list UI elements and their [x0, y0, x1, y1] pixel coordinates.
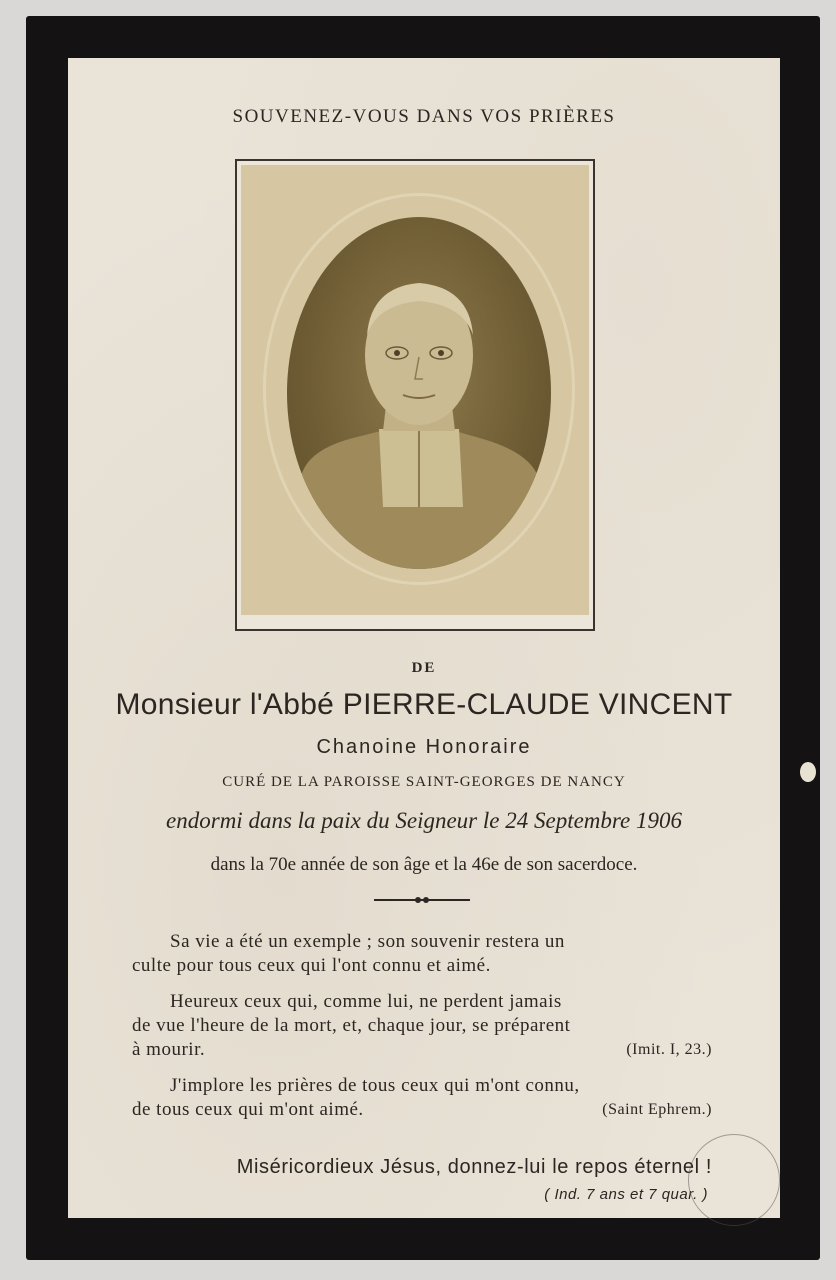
paper-tear — [800, 762, 816, 782]
deceased-name: Monsieur l'Abbé PIERRE-CLAUDE VINCENT — [115, 688, 733, 721]
paragraph-3 — [132, 1074, 712, 1122]
memorial-card — [68, 58, 780, 1218]
portrait-figure — [287, 217, 551, 569]
death-date-line: endormi dans la paix du Seigneur le 24 Septembre 1906 — [166, 808, 682, 833]
closing-prayer: Miséricordieux Jésus, donnez-lui le repos éternel ! — [236, 1156, 712, 1178]
de-label: DE — [411, 660, 437, 676]
portrait-photo — [287, 217, 551, 569]
paragraph-line: J'implore les prières de tous ceux qui m'ont connu, — [170, 1075, 580, 1096]
paragraph-line: culte pour tous ceux qui l'ont connu et aimé. — [132, 955, 491, 976]
citation-imitation: (Imit. I, 23.) — [626, 1041, 712, 1058]
paragraph-line — [132, 1098, 712, 1122]
ink-stamp — [688, 1134, 780, 1226]
ornament-divider — [374, 894, 470, 906]
paragraph-text: de tous ceux qui m'ont aimé. — [132, 1099, 364, 1120]
age-line: dans la 70e année de son âge et la 46e de son sacerdoce. — [210, 854, 638, 875]
paragraph-line: Sa vie a été un exemple ; son souvenir restera un — [170, 931, 565, 952]
paragraph-line: de vue l'heure de la mort, et, chaque jour, se préparent — [132, 1015, 571, 1036]
honorary-title: Chanoine Honoraire — [316, 736, 532, 758]
paragraph-1 — [132, 930, 712, 978]
paragraph-line: Heureux ceux qui, comme lui, ne perdent jamais — [170, 991, 562, 1012]
parish-line: CURÉ DE LA PAROISSE SAINT-GEORGES DE NANCY — [222, 774, 626, 790]
paragraph-2 — [132, 990, 712, 1062]
indulgence-note: ( Ind. 7 ans et 7 quar. ) — [544, 1186, 708, 1203]
paragraph-text: à mourir. — [132, 1039, 206, 1060]
paragraph-line — [132, 1038, 712, 1062]
photo-mount — [241, 165, 589, 615]
portrait-frame — [235, 159, 595, 631]
citation-ephrem: (Saint Ephrem.) — [602, 1101, 712, 1118]
card-header: SOUVENEZ-VOUS DANS VOS PRIÈRES — [232, 106, 616, 127]
